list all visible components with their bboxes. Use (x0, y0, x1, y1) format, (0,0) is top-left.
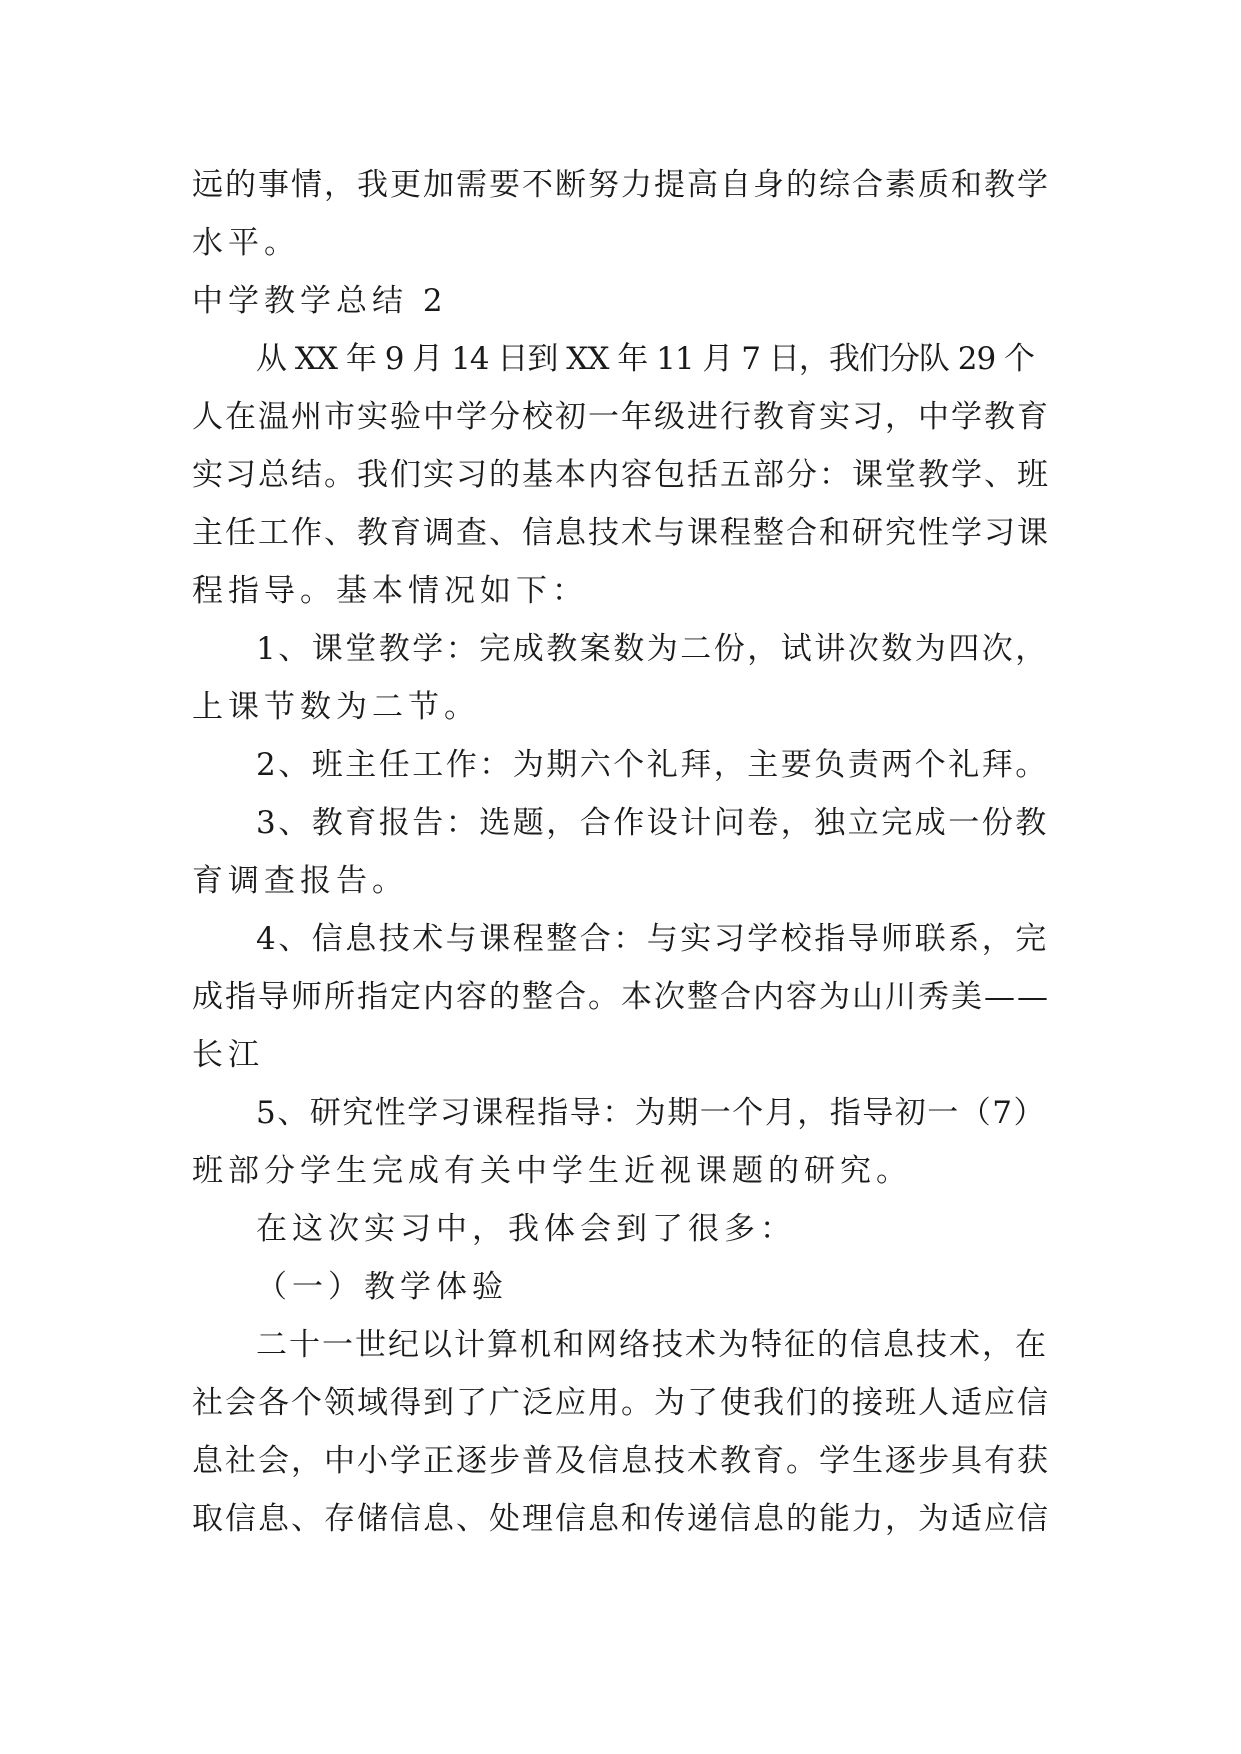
text-line: 二十一世纪以计算机和网络技术为特征的信息技术，在 (256, 1327, 1048, 1363)
text-line: 程指导。基本情况如下： (192, 573, 588, 609)
text-line: 社会各个领域得到了广泛应用。为了使我们的接班人适应信 (192, 1385, 1050, 1421)
text-line: 长江 (192, 1037, 264, 1073)
text-line: 主任工作、教育调查、信息技术与课程整合和研究性学习课 (192, 515, 1050, 551)
list-item: 1、课堂教学：完成教案数为二份，试讲次数为四次， (256, 631, 1049, 667)
list-item: 3、教育报告：选题，合作设计问卷，独立完成一份教 (256, 805, 1049, 841)
subsection-heading: （一）教学体验 (256, 1269, 508, 1305)
text-line: 育调查报告。 (192, 863, 408, 899)
text-line: 班部分学生完成有关中学生近视课题的研究。 (192, 1153, 912, 1189)
text-line: 上课节数为二节。 (192, 689, 480, 725)
text-line: 从 XX 年 9 月 14 日到 XX 年 11 月 7 日，我们分队 29 个 (256, 341, 1035, 377)
text-line: 实习总结。我们实习的基本内容包括五部分：课堂教学、班 (192, 457, 1050, 493)
list-item: 5、研究性学习课程指导：为期一个月，指导初一（7） (256, 1095, 1046, 1131)
text-line: 息社会，中小学正逐步普及信息技术教育。学生逐步具有获 (192, 1443, 1050, 1479)
list-item: 2、班主任工作：为期六个礼拜，主要负责两个礼拜。 (256, 747, 1049, 783)
text-line: 远的事情，我更加需要不断努力提高自身的综合素质和教学 (192, 167, 1050, 203)
section-heading: 中学教学总结 2 (192, 283, 448, 319)
document-body (192, 156, 1052, 1548)
text-line: 成指导师所指定内容的整合。本次整合内容为山川秀美—— (192, 979, 1050, 1015)
text-line: 水平。 (192, 225, 300, 261)
text-line: 人在温州市实验中学分校初一年级进行教育实习，中学教育 (192, 399, 1050, 435)
text-line: 取信息、存储信息、处理信息和传递信息的能力，为适应信 (192, 1501, 1050, 1537)
list-item: 4、信息技术与课程整合：与实习学校指导师联系，完 (256, 921, 1049, 957)
text-line: 在这次实习中，我体会到了很多： (256, 1211, 796, 1247)
